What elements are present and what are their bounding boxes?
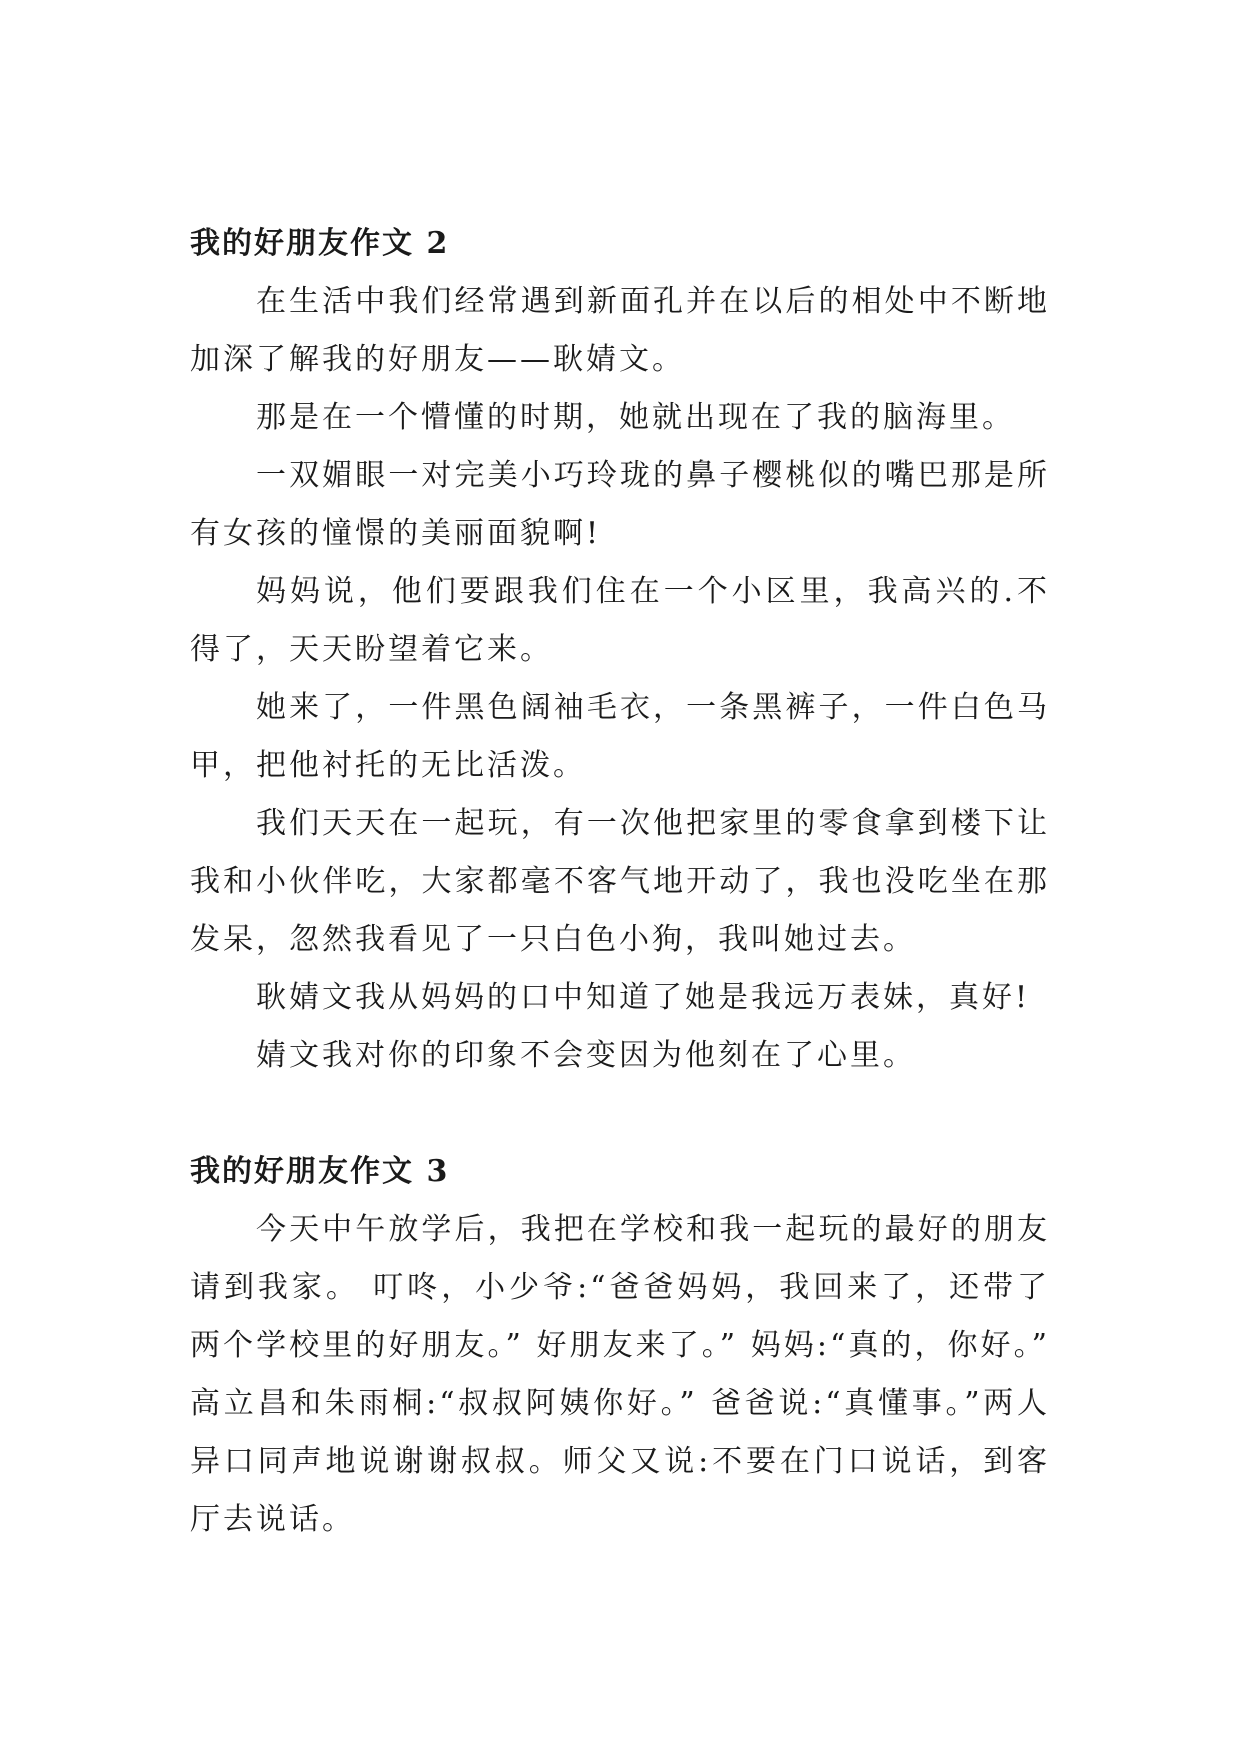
paragraph: 一双媚眼一对完美小巧玲珑的鼻子樱桃似的嘴巴那是所有女孩的憧憬的美丽面貌啊! [190,458,1050,551]
paragraph: 她来了，一件黑色阔袖毛衣，一条黑裤子，一件白色马甲，把他衬托的无比活泼。 [190,690,1050,783]
section-title: 我的好朋友作文 2 [190,226,450,261]
paragraph: 妈妈说，他们要跟我们住在一个小区里，我高兴的.不得了，天天盼望着它来。 [190,574,1050,667]
document-content [190,215,1050,1549]
paragraph: 在生活中我们经常遇到新面孔并在以后的相处中不断地加深了解我的好朋友——耿婧文。 [190,284,1050,377]
section-spacer [190,1085,1050,1143]
essay-section-2 [190,215,1050,1085]
section-title: 我的好朋友作文 3 [190,1154,450,1189]
essay-section-3 [190,1143,1050,1549]
paragraph: 那是在一个懵懂的时期，她就出现在了我的脑海里。 [256,400,1015,435]
paragraph: 今天中午放学后，我把在学校和我一起玩的最好的朋友请到我家。 叮咚，小少爷:“爸爸妈妈，我回来了，还带了两个学校里的好朋友。” 好朋友来了。” 妈妈:“真的，你好。” 高立昌和朱雨桐:“叔叔阿姨你好。” 爸爸说:“真懂事。”两人异口同声地说谢谢叔叔。师父又说:不要在门口说话，到客厅去说话。 [190,1212,1050,1537]
paragraph: 婧文我对你的印象不会变因为他刻在了心里。 [256,1038,916,1073]
paragraph: 我们天天在一起玩，有一次他把家里的零食拿到楼下让我和小伙伴吃，大家都毫不客气地开动了，我也没吃坐在那发呆，忽然我看见了一只白色小狗，我叫她过去。 [190,806,1050,957]
paragraph: 耿婧文我从妈妈的口中知道了她是我远万表妹，真好! [256,980,1031,1015]
